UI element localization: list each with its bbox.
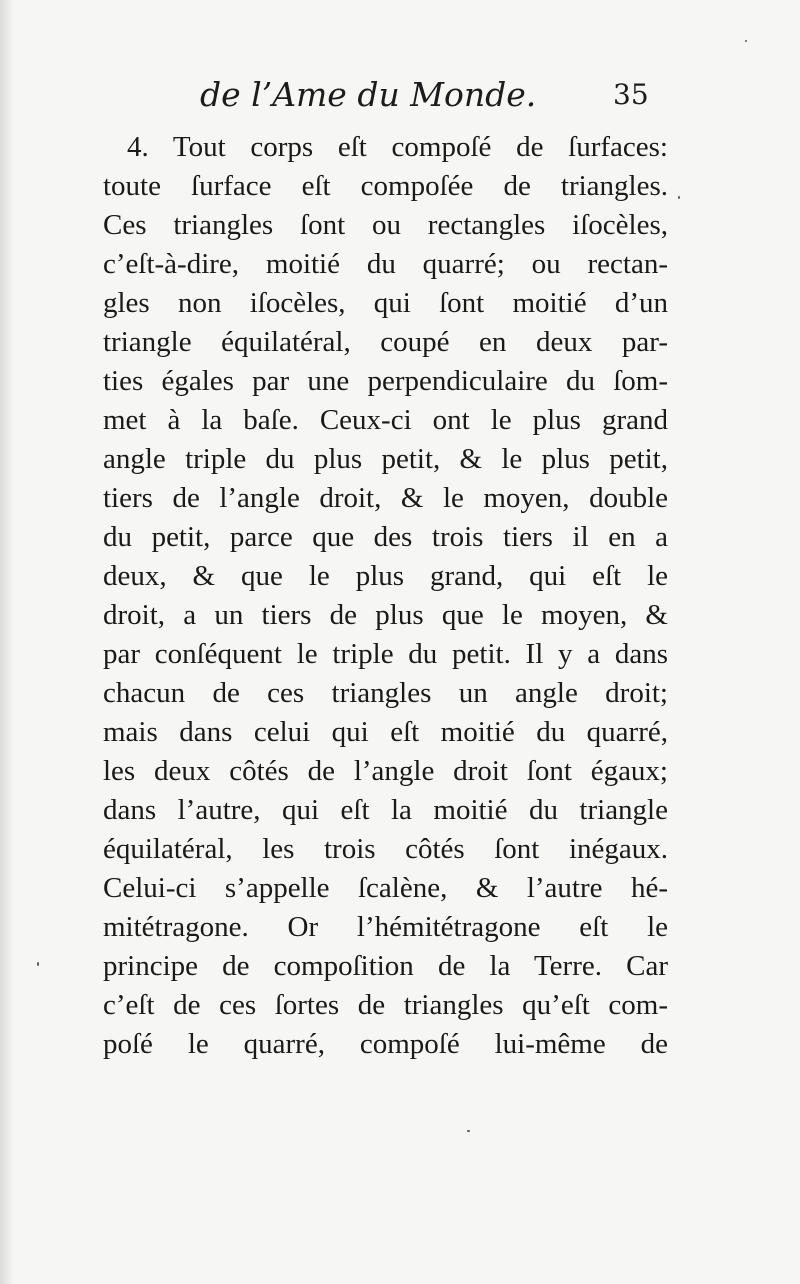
text-line: angle triple du plus petit, & le plus petit, (103, 443, 668, 475)
page-number: 35 (613, 78, 649, 111)
print-speck (745, 40, 747, 42)
print-speck (37, 962, 39, 966)
text-line: mitétragone. Or l’hémitétragone eſt le (103, 911, 668, 943)
text-line: tiers de l’angle droit, & le moyen, double (103, 482, 668, 514)
text-line: du petit, parce que des trois tiers il en a (103, 521, 668, 553)
text-line: droit, a un tiers de plus que le moyen, & (103, 599, 668, 631)
text-line: Ces triangles ſont ou rectangles iſocèles, (103, 209, 668, 241)
page-edge-shadow (0, 0, 14, 1284)
text-line: c’eſt-à-dire, moitié du quarré; ou rectan- (103, 248, 668, 280)
running-head (200, 70, 650, 120)
print-speck (467, 1130, 470, 1132)
text-line: ties égales par une perpendiculaire du ſom- (103, 365, 668, 397)
text-line: par conſéquent le triple du petit. Il y a dans (103, 638, 668, 670)
text-line: équilatéral, les trois côtés ſont inégaux. (103, 833, 668, 865)
text-line: dans l’autre, qui eſt la moitié du triangle (103, 794, 668, 826)
text-line: poſé le quarré, compoſé lui-même de (103, 1028, 668, 1060)
print-speck (678, 196, 680, 199)
text-line: triangle équilatéral, coupé en deux par- (103, 326, 668, 358)
body-text (103, 128, 668, 1064)
text-line: gles non iſocèles, qui ſont moitié d’un (103, 287, 668, 319)
text-line: deux, & que le plus grand, qui eſt le (103, 560, 668, 592)
text-line: principe de compoſition de la Terre. Car (103, 950, 668, 982)
text-line: les deux côtés de l’angle droit ſont égaux; (103, 755, 668, 787)
text-line: Celui-ci s’appelle ſcalène, & l’autre hé- (103, 872, 668, 904)
text-line: 4. Tout corps eſt compoſé de ſurfaces: (127, 131, 668, 163)
text-line: toute ſurface eſt compoſée de triangles. (103, 170, 668, 202)
text-line: c’eſt de ces ſortes de triangles qu’eſt com- (103, 989, 668, 1021)
text-line: met à la baſe. Ceux-ci ont le plus grand (103, 404, 668, 436)
text-line: chacun de ces triangles un angle droit; (103, 677, 668, 709)
running-title: de l’Ame du Monde. (200, 75, 537, 114)
text-line: mais dans celui qui eſt moitié du quarré, (103, 716, 668, 748)
